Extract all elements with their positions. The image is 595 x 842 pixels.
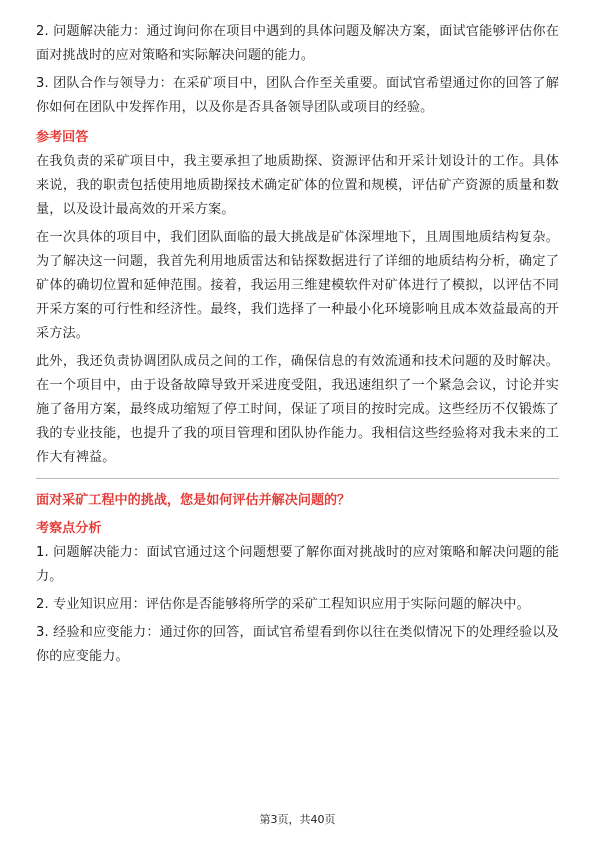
interview-question: 面对采矿工程中的挑战，您是如何评估并解决问题的？ xyxy=(36,493,351,508)
answer-paragraph: 在我负责的采矿项目中，我主要承担了地质勘探、资源评估和开采计划设计的工作。具体来说，我的职责包括使用地质勘探技术确定矿体的位置和规模，评估矿产资源的质量和数量，以及设计最高效的开采方案。 xyxy=(36,154,559,217)
document-page xyxy=(36,20,559,673)
answer-paragraph: 此外，我还负责协调团队成员之间的工作，确保信息的有效流通和技术问题的及时解决。在一个项目中，由于设备故障导致开采进度受阻，我迅速组织了一个紧急会议，讨论并实施了备用方案，最终成功缩短了停工时间，保证了项目的按时完成。这些经历不仅锻炼了我的专业技能，也提升了我的项目管理和团队协作能力。我相信这些经验将对我未来的工作大有裨益。 xyxy=(36,354,559,465)
answer-paragraph: 在一次具体的项目中，我们团队面临的最大挑战是矿体深埋地下，且周围地质结构复杂。为了解决这一问题，我首先利用地质雷达和钻探数据进行了详细的地质结构分析，确定了矿体的确切位置和延伸范围。接着，我运用三维建模软件对矿体进行了模拟，以评估不同开采方案的可行性和经济性。最终，我们选择了一种最小化环境影响且成本效益最高的开采方法。 xyxy=(36,230,559,341)
section-divider xyxy=(36,478,559,479)
assessment-point: 3. 团队合作与领导力：在采矿项目中，团队合作至关重要。面试官希望通过你的回答了解你如何在团队中发挥作用，以及你是否具备领导团队或项目的经验。 xyxy=(36,76,559,115)
analysis-point: 3. 经验和应变能力：通过你的回答，面试官希望看到你以往在类似情况下的处理经验以及你的应变能力。 xyxy=(36,625,559,664)
analysis-point: 2. 专业知识应用：评估你是否能够将所学的采矿工程知识应用于实际问题的解决中。 xyxy=(36,597,530,612)
assessment-point: 2. 问题解决能力：通过询问你在项目中遇到的具体问题及解决方案，面试官能够评估你在面对挑战时的应对策略和实际解决问题的能力。 xyxy=(36,24,559,63)
analysis-heading: 考察点分析 xyxy=(36,521,102,536)
page-number: 第3页，共40页 xyxy=(259,813,336,826)
reference-answer-heading: 参考回答 xyxy=(36,130,89,145)
analysis-point: 1. 问题解决能力：面试官通过这个问题想要了解你面对挑战时的应对策略和解决问题的能力。 xyxy=(36,545,559,584)
